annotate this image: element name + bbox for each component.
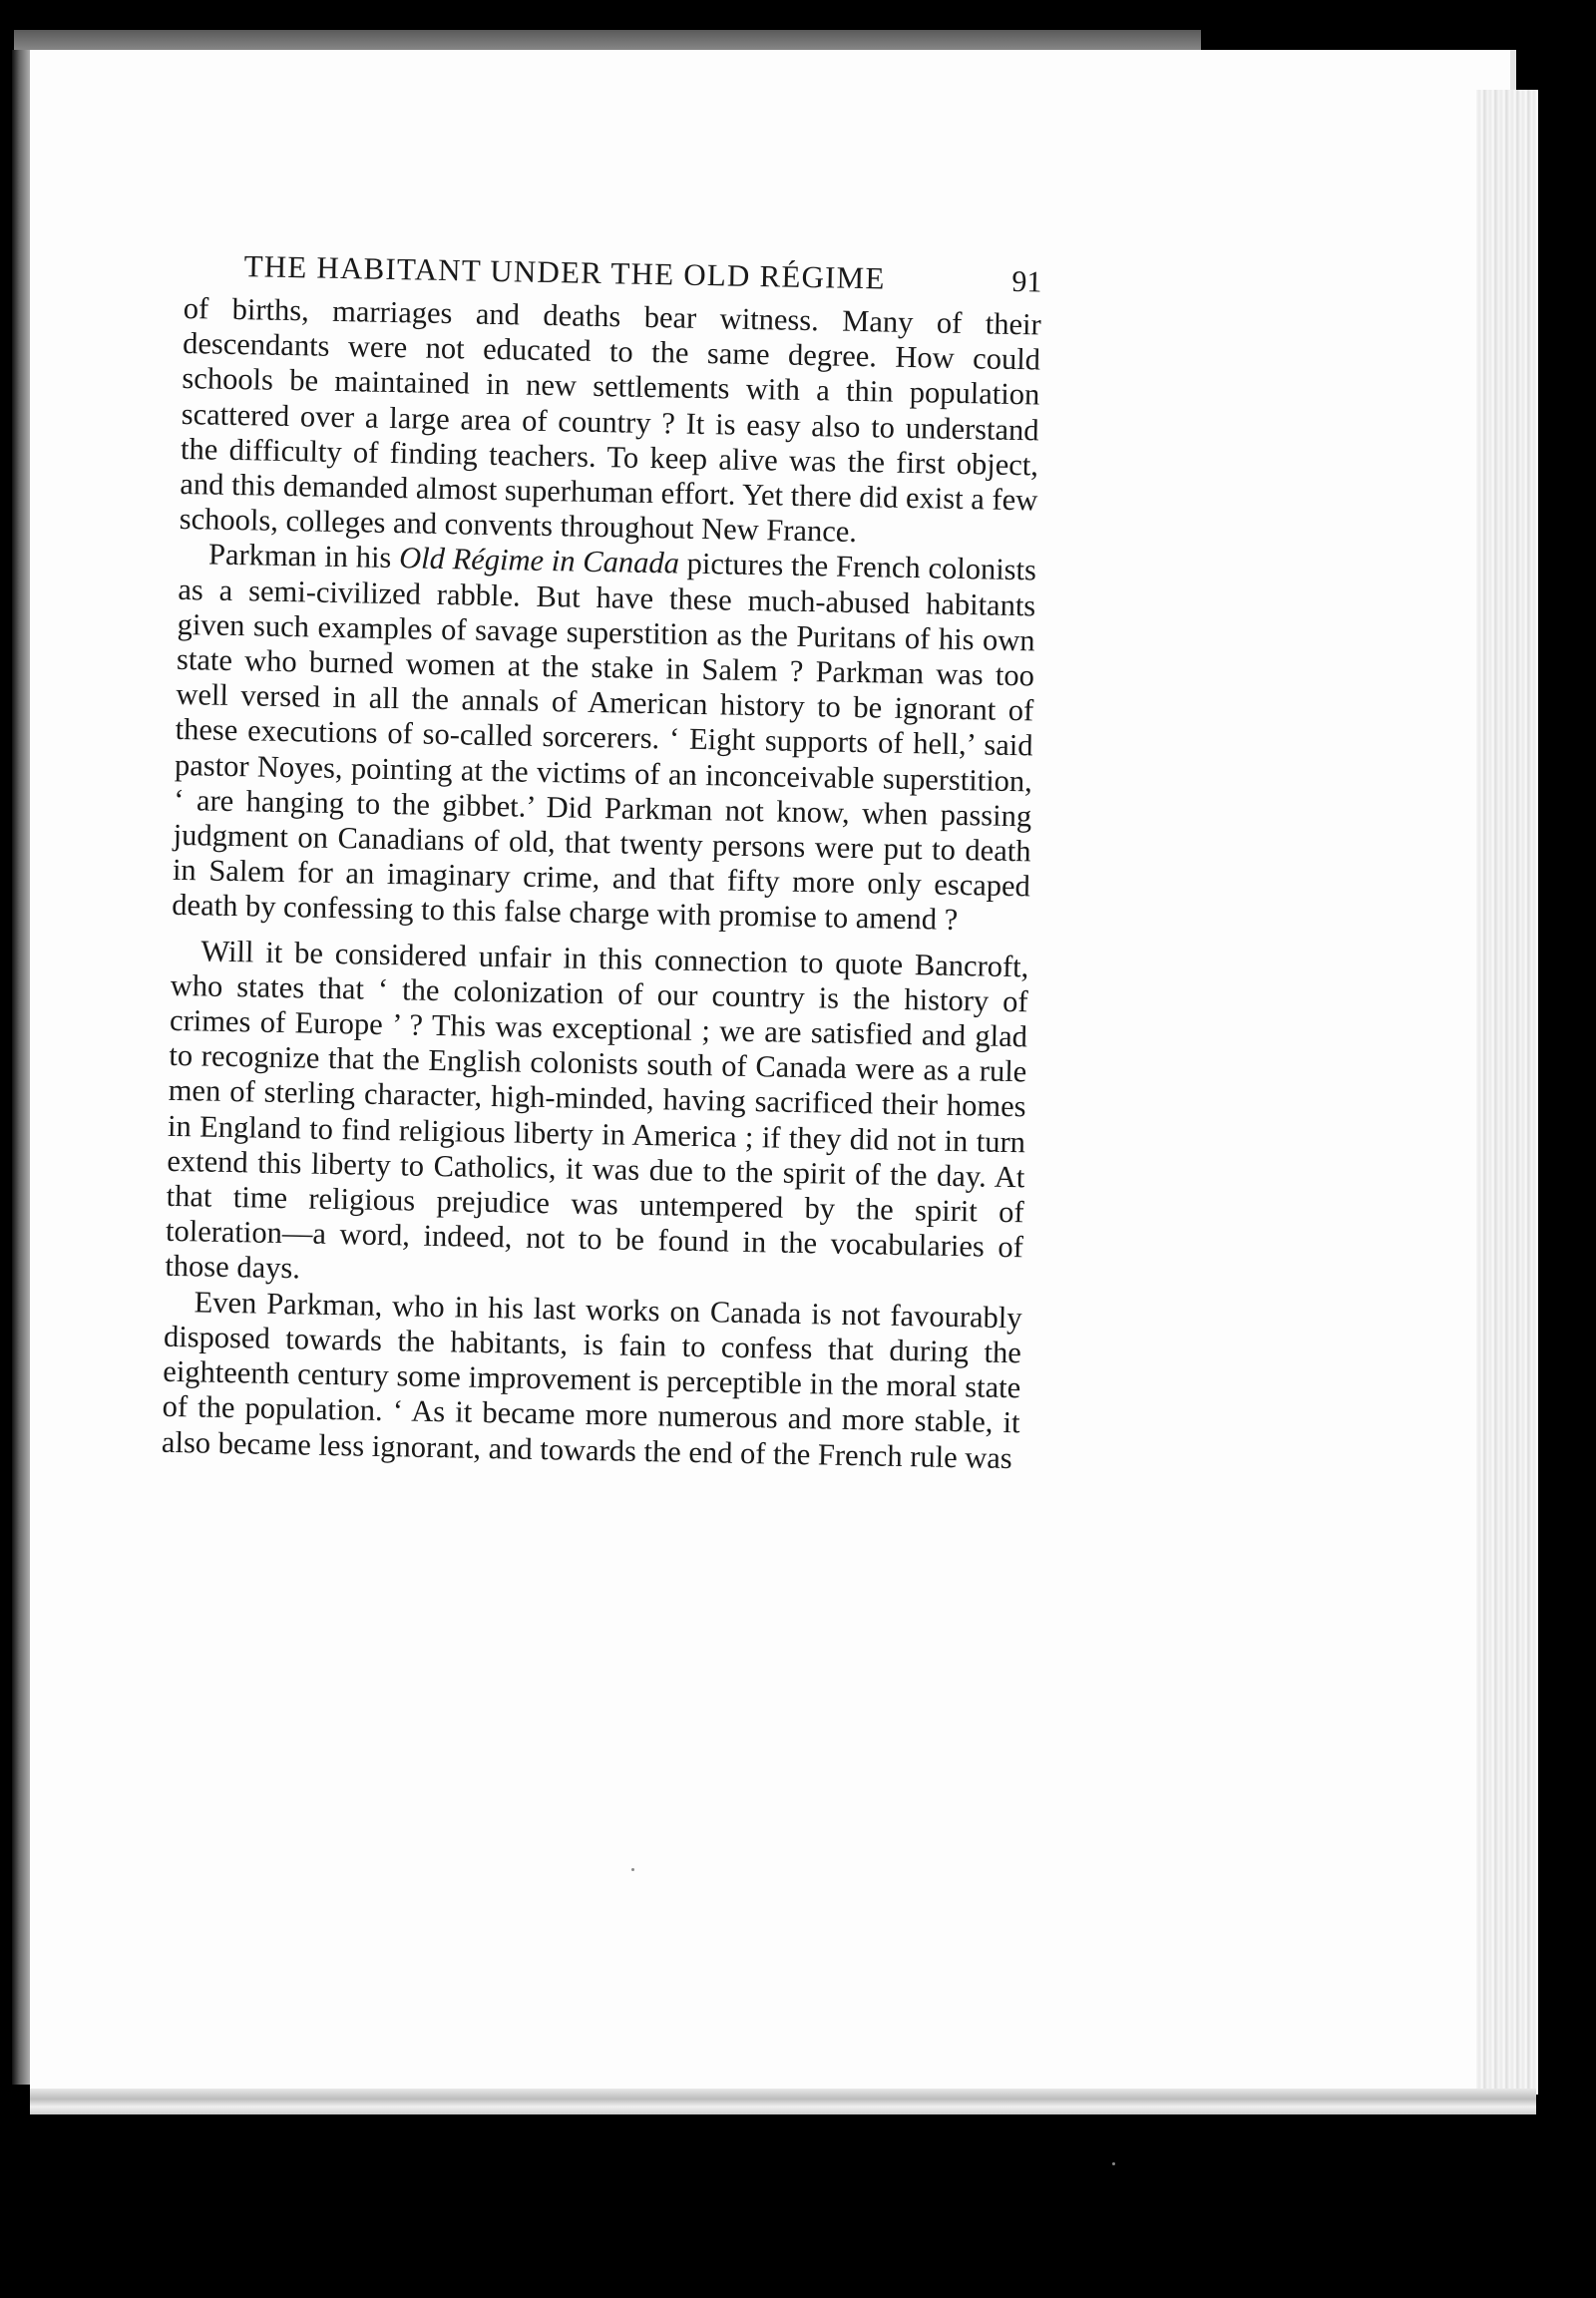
page-number: 91 (1011, 264, 1042, 299)
page-text-block (162, 247, 1042, 1476)
scan-speck (631, 1868, 634, 1871)
running-head-title: THE HABITANT UNDER THE OLD RÉGIME (243, 248, 886, 296)
page-stack-bottom-edge (30, 2089, 1536, 2114)
body-text (162, 291, 1041, 1476)
book-title-italic: Old Régime in Canada (398, 541, 680, 580)
book-spine-edge (12, 50, 32, 2085)
paragraph-1: of births, marriages and deaths bear witness. Many of their descendants were not educated to the same degree. How could schools be maintained in new settlements with a thin population scattered over a large area of country ? It is easy also to understand the difficulty of finding teachers. To keep alive was the first object, and this demanded almost superhuman effort. Yet there did exist a few schools, colleges and convents throughout New France. (179, 290, 1041, 550)
paragraph-2-rest: pictures the French colonists as a semi-civilized rabble. But have these much-abused habitants given such examples of savage superstition as the Puritans of his own state who burned women at the stake in Salem ? Parkman was too well versed in all the annals of American history to be ignorant of these executions of so-called sorcerers. ‘ Eight supports of hell,’ said pastor Noyes, pointing at the victims of an inconceivable superstition, ‘ are hanging to the gibbet.’ Did Parkman not know, when passing judgment on Canadians of old, that twenty persons were put to death in Salem for an imaginary crime, and that fifty more only escaped death by confessing to this false charge with promise to amend ? (172, 547, 1037, 938)
paragraph-2 (172, 537, 1036, 940)
paragraph-2-lead: Parkman in his (207, 537, 400, 575)
scan-speck (1112, 2162, 1115, 2165)
paragraph-4: Even Parkman, who in his last works on Canada is not favourably disposed towards the habitants, is fain to confess that during the eighteenth century some improvement is perceptible in the moral state of the population. ‘ As it became more numerous and more stable, it also became less ignorant, and towards the end of the French rule was (161, 1285, 1022, 1475)
paragraph-3: Will it be considered unfair in this connection to quote Bancroft, who states that ‘ the colonization of our country is the history of crimes of Europe ’ ? This was exceptional ; we are satisfied and glad to recognize that the English colonists south of Canada were as a rule men of sterling character, high-minded, having sacrificed their homes in England to find religious liberty in America ; if they did not in turn extend this liberty to Catholics, it was due to the spirit of the day. At that time religious prejudice was untempered by the spirit of toleration—a word, indeed, not to be found in the vocabularies of those days. (165, 934, 1029, 1286)
page-stack-right-edge (1476, 90, 1538, 2095)
